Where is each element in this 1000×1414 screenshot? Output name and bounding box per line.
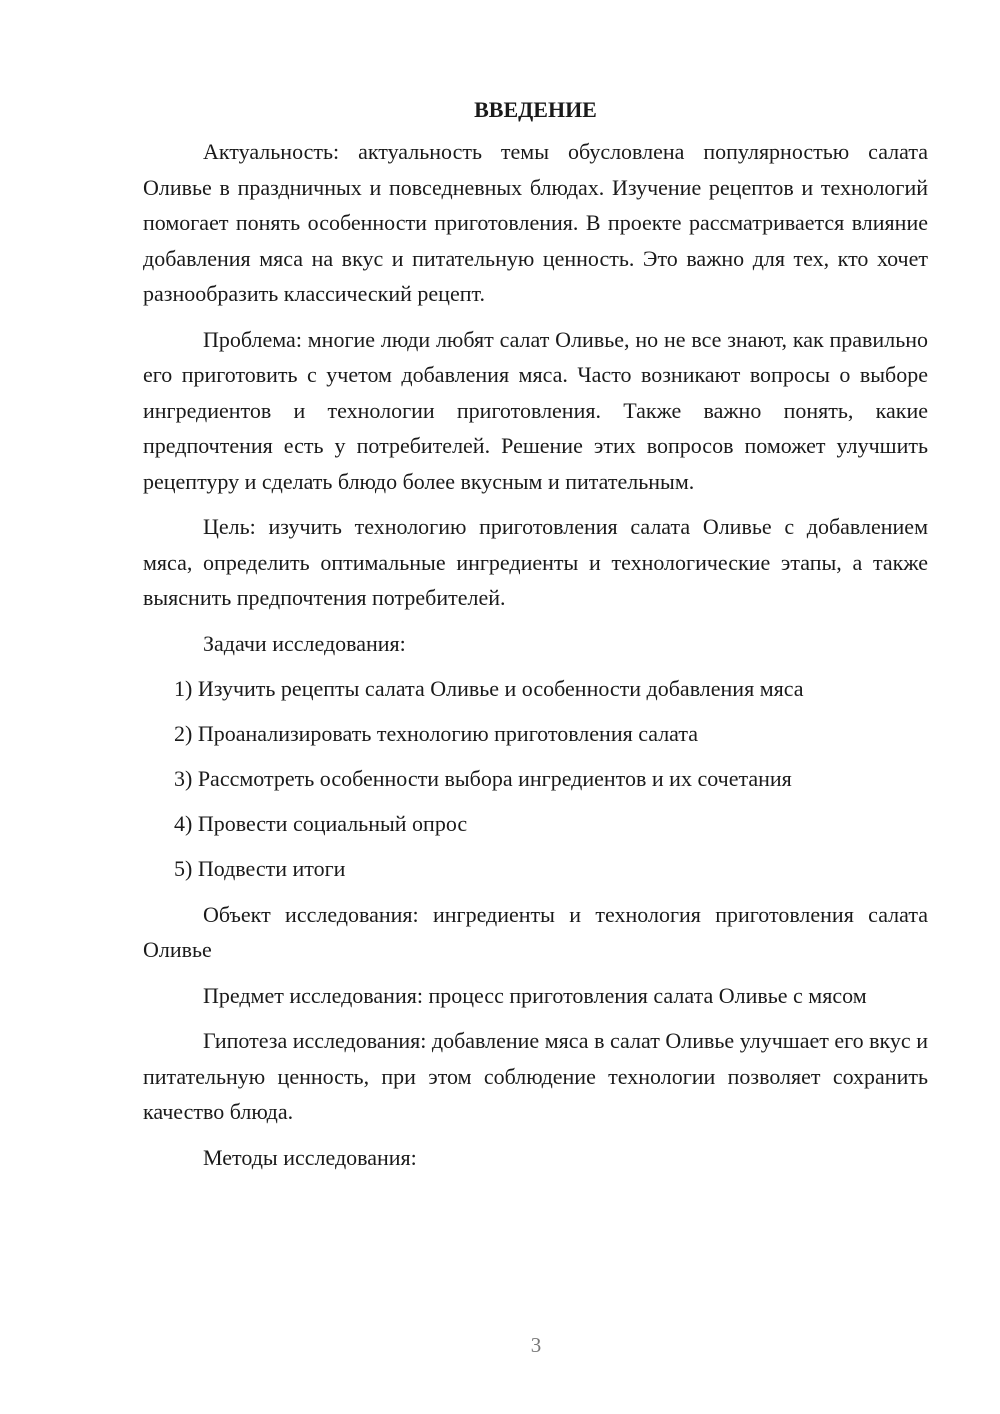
methods-heading: Методы исследования: [203,1144,417,1170]
paragraph-relevance: Актуальность: актуальность темы обусловлена популярностью салата Оливье в праздничных и повседневных блюдах. Изучение рецептов и технологий помогает понять особенности приготовления. В проекте рассматривается влияние добавления мяса на вкус и питательную ценность. Это важно для тех, кто хочет разнообразить классический рецепт. [143,139,928,306]
paragraph-hypothesis: Гипотеза исследования: добавление мяса в салат Оливье улучшает его вкус и питательную ценность, при этом соблюдение технологии позволяет сохранить качество блюда. [143,1028,928,1124]
page-number: 3 [530,1333,542,1357]
paragraph-problem: Проблема: многие люди любят салат Оливье, но не все знают, как правильно его приготовить с учетом добавления мяса. Часто возникают вопросы о выборе ингредиентов и технологии приготовления. Также важно понять, какие предпочтения есть у потребителей. Решение этих вопросов поможет улучшить рецептуру и сделать блюдо более вкусным и питательным. [143,326,928,494]
paragraph-goal: Цель: изучить технологию приготовления салата Оливье с добавлением мяса, определить оптимальные ингредиенты и технологические этапы, а также выяснить предпочтения потребителей. [143,514,928,610]
paragraph-object: Объект исследования: ингредиенты и технология приготовления салата Оливье [143,901,928,962]
list-item: 5) Подвести итоги [174,856,346,881]
paragraph-subject: Предмет исследования: процесс приготовления салата Оливье с мясом [203,982,867,1008]
list-item: 2) Проанализировать технологию приготовления салата [174,721,699,746]
document-page [143,92,928,1185]
list-item: 1) Изучить рецепты салата Оливье и особенности добавления мяса [174,676,804,701]
tasks-list [143,671,928,887]
list-item: 3) Рассмотреть особенности выбора ингредиентов и их сочетания [174,766,792,791]
tasks-heading: Задачи исследования: [203,630,406,656]
list-item: 4) Провести социальный опрос [174,811,468,836]
section-title: ВВЕДЕНИЕ [474,97,597,122]
